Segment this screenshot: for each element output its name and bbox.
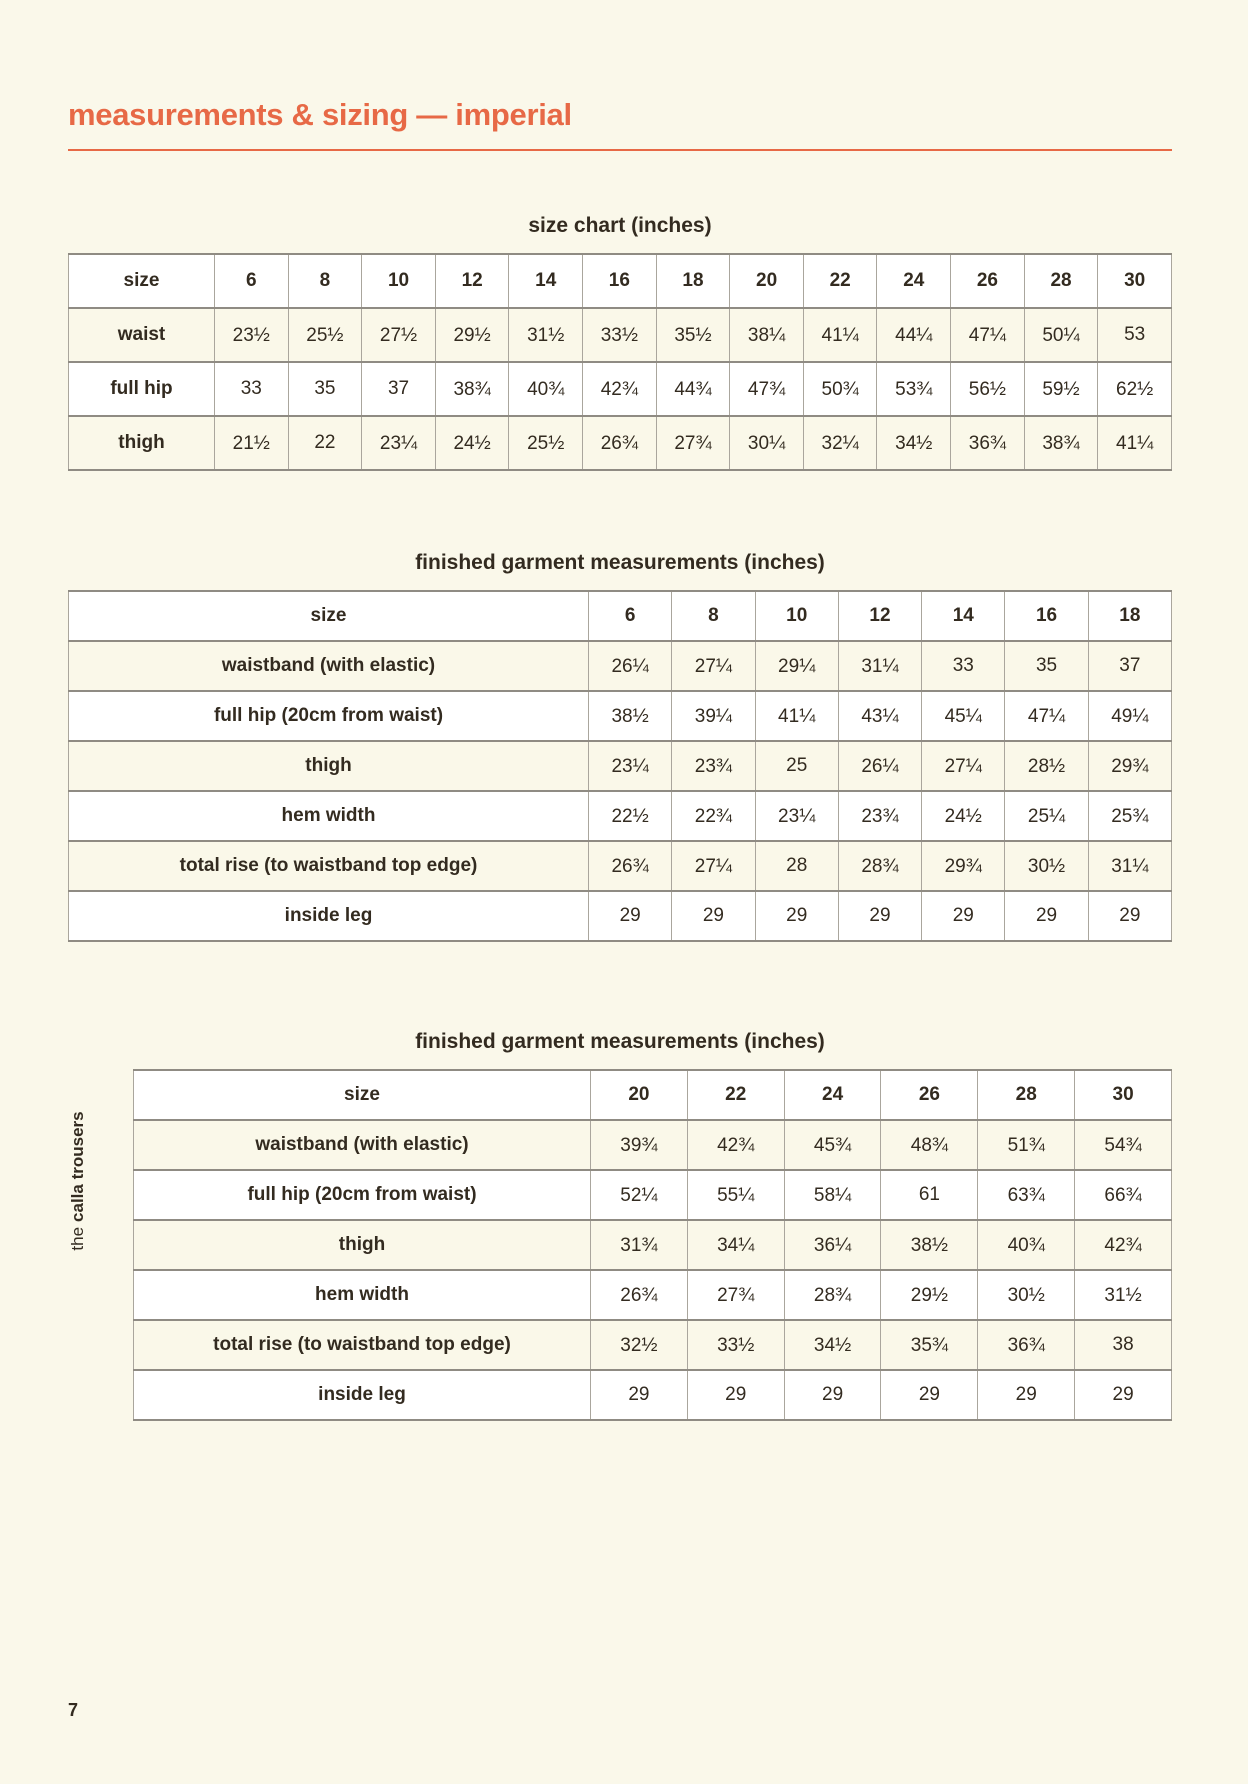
measurement-cell: 28¾ <box>784 1270 881 1320</box>
measurement-cell: 33½ <box>687 1320 784 1370</box>
measurement-cell: 29 <box>1088 891 1171 941</box>
measurement-cell: 52¼ <box>591 1170 688 1220</box>
table-row <box>134 1170 1172 1220</box>
measurement-cell: 29 <box>672 891 755 941</box>
size-column-header: 18 <box>656 254 730 308</box>
measurement-cell: 29 <box>1005 891 1088 941</box>
page-title: measurements & sizing — imperial <box>68 97 572 132</box>
row-label: thigh <box>134 1220 591 1270</box>
measurement-cell: 36¾ <box>978 1320 1075 1370</box>
measurement-cell: 31¼ <box>838 641 921 691</box>
size-column-header: 12 <box>435 254 509 308</box>
measurement-cell: 38½ <box>589 691 672 741</box>
measurement-cell: 31½ <box>1075 1270 1172 1320</box>
row-label: waist <box>69 308 215 362</box>
measurement-cell: 49¼ <box>1088 691 1171 741</box>
measurement-cell: 47¼ <box>951 308 1025 362</box>
measurement-cell: 24½ <box>922 791 1005 841</box>
measurement-cell: 44¼ <box>877 308 951 362</box>
measurement-cell: 35 <box>1005 641 1088 691</box>
table-row <box>69 891 1172 941</box>
measurement-cell: 29 <box>922 891 1005 941</box>
measurement-cell: 34½ <box>784 1320 881 1370</box>
measurement-cell: 23½ <box>215 308 289 362</box>
measurement-cell: 29 <box>1075 1370 1172 1420</box>
measurement-cell: 45¾ <box>784 1120 881 1170</box>
table-row <box>134 1370 1172 1420</box>
side-label-the: the <box>68 1226 87 1251</box>
row-label-header: size <box>69 254 215 308</box>
measurement-cell: 41¼ <box>803 308 877 362</box>
measurement-cell: 47¾ <box>730 362 804 416</box>
row-label-header: size <box>134 1070 591 1120</box>
page-number: 7 <box>68 1700 79 1720</box>
measurement-cell: 33 <box>922 641 1005 691</box>
measurement-cell: 25½ <box>288 308 362 362</box>
table-row <box>69 791 1172 841</box>
size-column-header: 16 <box>1005 591 1088 641</box>
measurement-cell: 40¾ <box>509 362 583 416</box>
measurement-cell: 53 <box>1098 308 1172 362</box>
measurement-cell: 25½ <box>509 416 583 470</box>
measurement-cell: 63¾ <box>978 1170 1075 1220</box>
size-chart-title: size chart (inches) <box>528 214 712 237</box>
garment-table-1-title: finished garment measurements (inches) <box>415 551 825 574</box>
size-column-header: 6 <box>215 254 289 308</box>
size-column-header: 10 <box>362 254 436 308</box>
garment-table-2-title: finished garment measurements (inches) <box>415 1030 825 1053</box>
size-column-header: 26 <box>881 1070 978 1120</box>
measurement-cell: 23¼ <box>589 741 672 791</box>
size-column-header: 24 <box>784 1070 881 1120</box>
measurement-cell: 22¾ <box>672 791 755 841</box>
size-column-header: 16 <box>583 254 657 308</box>
row-label: hem width <box>134 1270 591 1320</box>
measurement-cell: 36¾ <box>951 416 1025 470</box>
measurement-cell: 35 <box>288 362 362 416</box>
measurement-cell: 26¼ <box>589 641 672 691</box>
measurement-cell: 32¼ <box>803 416 877 470</box>
row-label: thigh <box>69 416 215 470</box>
title-divider <box>68 149 1172 151</box>
measurement-cell: 48¾ <box>881 1120 978 1170</box>
measurement-cell: 54¾ <box>1075 1120 1172 1170</box>
size-column-header: 26 <box>951 254 1025 308</box>
measurement-cell: 29½ <box>881 1270 978 1320</box>
table-row <box>134 1220 1172 1270</box>
measurement-cell: 30¼ <box>730 416 804 470</box>
table-row <box>69 841 1172 891</box>
measurement-cell: 23¼ <box>755 791 838 841</box>
table-row <box>134 1270 1172 1320</box>
row-label: waistband (with elastic) <box>69 641 589 691</box>
size-column-header: 18 <box>1088 591 1171 641</box>
measurement-cell: 41¼ <box>755 691 838 741</box>
measurement-cell: 27¼ <box>922 741 1005 791</box>
measurement-cell: 37 <box>362 362 436 416</box>
measurement-cell: 30½ <box>978 1270 1075 1320</box>
size-column-header: 14 <box>922 591 1005 641</box>
measurement-cell: 25 <box>755 741 838 791</box>
measurement-cell: 25¼ <box>1005 791 1088 841</box>
measurement-cell: 27½ <box>362 308 436 362</box>
measurement-cell: 29 <box>755 891 838 941</box>
table-row <box>134 1320 1172 1370</box>
table-row <box>69 641 1172 691</box>
measurement-cell: 33½ <box>583 308 657 362</box>
measurement-cell: 35¾ <box>881 1320 978 1370</box>
measurement-cell: 42¾ <box>1075 1220 1172 1270</box>
measurement-cell: 23¼ <box>362 416 436 470</box>
measurement-cell: 28¾ <box>838 841 921 891</box>
measurement-cell: 26¼ <box>838 741 921 791</box>
size-column-header: 24 <box>877 254 951 308</box>
row-label: total rise (to waistband top edge) <box>69 841 589 891</box>
measurement-cell: 50¼ <box>1024 308 1098 362</box>
size-column-header: 14 <box>509 254 583 308</box>
measurement-cell: 47¼ <box>1005 691 1088 741</box>
measurement-cell: 38½ <box>881 1220 978 1270</box>
table-row <box>69 416 1172 470</box>
row-label: waistband (with elastic) <box>134 1120 591 1170</box>
table-row <box>69 362 1172 416</box>
table-row <box>134 1120 1172 1170</box>
measurement-cell: 31¼ <box>1088 841 1171 891</box>
measurement-cell: 37 <box>1088 641 1171 691</box>
measurement-cell: 56½ <box>951 362 1025 416</box>
measurement-cell: 24½ <box>435 416 509 470</box>
measurement-cell: 23¾ <box>838 791 921 841</box>
measurement-cell: 31½ <box>509 308 583 362</box>
measurement-cell: 29 <box>589 891 672 941</box>
side-label-pattern-name: calla trousers <box>68 1111 87 1222</box>
size-column-header: 8 <box>672 591 755 641</box>
measurement-cell: 45¼ <box>922 691 1005 741</box>
measurement-cell: 27¼ <box>672 841 755 891</box>
size-column-header: 22 <box>687 1070 784 1120</box>
size-chart-table <box>68 253 1172 471</box>
size-column-header: 12 <box>838 591 921 641</box>
pattern-name-side-label <box>67 1096 89 1266</box>
measurement-cell: 27¾ <box>656 416 730 470</box>
measurement-cell: 29¼ <box>755 641 838 691</box>
table-row <box>69 308 1172 362</box>
measurement-cell: 39¼ <box>672 691 755 741</box>
row-label: full hip <box>69 362 215 416</box>
measurement-cell: 51¾ <box>978 1120 1075 1170</box>
measurement-cell: 38¾ <box>435 362 509 416</box>
measurement-cell: 29½ <box>435 308 509 362</box>
header-row <box>69 254 1172 308</box>
size-column-header: 28 <box>1024 254 1098 308</box>
size-column-header: 20 <box>730 254 804 308</box>
size-column-header: 8 <box>288 254 362 308</box>
measurement-cell: 23¾ <box>672 741 755 791</box>
measurement-cell: 29 <box>881 1370 978 1420</box>
measurement-cell: 22½ <box>589 791 672 841</box>
measurement-cell: 42¾ <box>583 362 657 416</box>
size-column-header: 6 <box>589 591 672 641</box>
measurement-cell: 59½ <box>1024 362 1098 416</box>
measurement-cell: 34½ <box>877 416 951 470</box>
size-column-header: 20 <box>591 1070 688 1120</box>
measurement-cell: 28 <box>755 841 838 891</box>
row-label: full hip (20cm from waist) <box>134 1170 591 1220</box>
size-column-header: 28 <box>978 1070 1075 1120</box>
row-label: inside leg <box>69 891 589 941</box>
measurement-cell: 29 <box>978 1370 1075 1420</box>
measurement-cell: 62½ <box>1098 362 1172 416</box>
measurement-cell: 42¾ <box>687 1120 784 1170</box>
measurement-cell: 31¾ <box>591 1220 688 1270</box>
measurement-cell: 35½ <box>656 308 730 362</box>
measurement-cell: 58¼ <box>784 1170 881 1220</box>
measurement-cell: 39¾ <box>591 1120 688 1170</box>
measurement-cell: 21½ <box>215 416 289 470</box>
measurement-cell: 27¼ <box>672 641 755 691</box>
size-column-header: 22 <box>803 254 877 308</box>
measurement-cell: 38¼ <box>730 308 804 362</box>
measurement-cell: 29¾ <box>922 841 1005 891</box>
measurement-cell: 29 <box>838 891 921 941</box>
measurement-cell: 27¾ <box>687 1270 784 1320</box>
measurement-cell: 36¼ <box>784 1220 881 1270</box>
measurement-cell: 61 <box>881 1170 978 1220</box>
size-column-header: 10 <box>755 591 838 641</box>
measurement-cell: 26¾ <box>591 1270 688 1320</box>
measurement-cell: 26¾ <box>583 416 657 470</box>
measurement-cell: 32½ <box>591 1320 688 1370</box>
measurement-cell: 43¼ <box>838 691 921 741</box>
size-column-header: 30 <box>1098 254 1172 308</box>
size-column-header: 30 <box>1075 1070 1172 1120</box>
measurement-cell: 44¾ <box>656 362 730 416</box>
measurement-cell: 40¾ <box>978 1220 1075 1270</box>
measurement-cell: 30½ <box>1005 841 1088 891</box>
measurement-cell: 29 <box>591 1370 688 1420</box>
row-label: thigh <box>69 741 589 791</box>
measurement-cell: 29 <box>784 1370 881 1420</box>
measurement-cell: 33 <box>215 362 289 416</box>
measurement-cell: 66¾ <box>1075 1170 1172 1220</box>
row-label: total rise (to waistband top edge) <box>134 1320 591 1370</box>
row-label: hem width <box>69 791 589 841</box>
header-row <box>134 1070 1172 1120</box>
measurement-cell: 50¾ <box>803 362 877 416</box>
garment-measurements-table-sizes-20-30 <box>133 1069 1172 1421</box>
measurement-cell: 53¾ <box>877 362 951 416</box>
measurement-cell: 41¼ <box>1098 416 1172 470</box>
row-label-header: size <box>69 591 589 641</box>
garment-measurements-table-sizes-6-18 <box>68 590 1172 942</box>
measurement-cell: 26¾ <box>589 841 672 891</box>
row-label: inside leg <box>134 1370 591 1420</box>
measurement-cell: 38¾ <box>1024 416 1098 470</box>
table-row <box>69 691 1172 741</box>
measurement-cell: 25¾ <box>1088 791 1171 841</box>
measurement-cell: 29¾ <box>1088 741 1171 791</box>
table-row <box>69 741 1172 791</box>
row-label: full hip (20cm from waist) <box>69 691 589 741</box>
measurement-cell: 38 <box>1075 1320 1172 1370</box>
measurement-cell: 29 <box>687 1370 784 1420</box>
measurement-cell: 22 <box>288 416 362 470</box>
header-row <box>69 591 1172 641</box>
measurement-cell: 28½ <box>1005 741 1088 791</box>
measurement-cell: 55¼ <box>687 1170 784 1220</box>
measurement-cell: 34¼ <box>687 1220 784 1270</box>
